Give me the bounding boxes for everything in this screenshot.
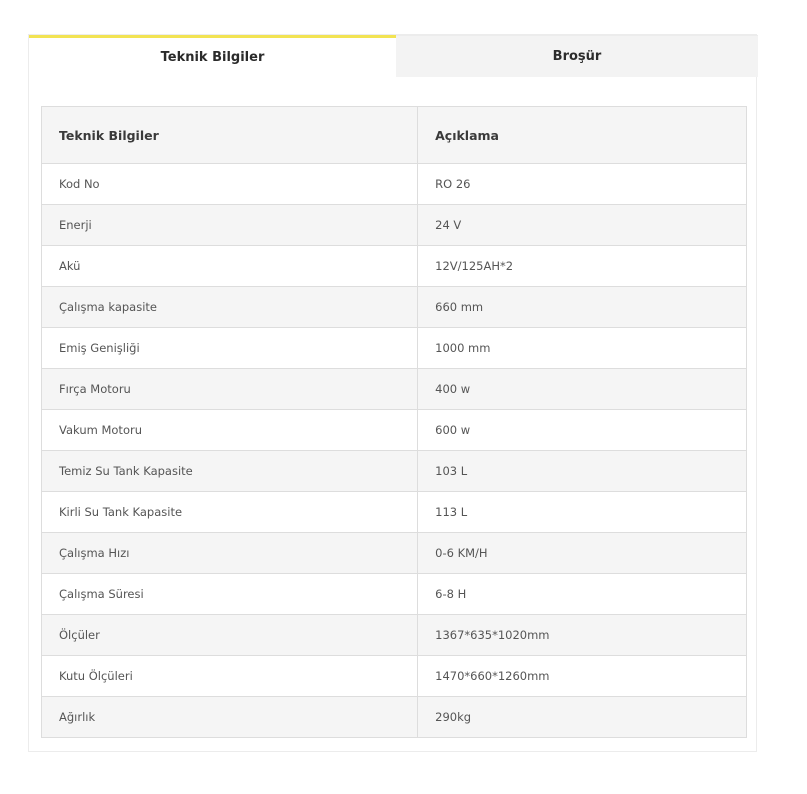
spec-label: Çalışma kapasite [42, 287, 418, 328]
spec-value: 24 V [418, 205, 747, 246]
spec-label: Kirli Su Tank Kapasite [42, 492, 418, 533]
spec-label: Akü [42, 246, 418, 287]
spec-value: 113 L [418, 492, 747, 533]
spec-label: Ölçüler [42, 615, 418, 656]
table-row [42, 164, 747, 205]
spec-value: 290kg [418, 697, 747, 738]
table-row [42, 533, 747, 574]
spec-value: RO 26 [418, 164, 747, 205]
spec-value: 0-6 KM/H [418, 533, 747, 574]
tab-brosur[interactable]: Broşür [396, 35, 758, 77]
spec-label: Fırça Motoru [42, 369, 418, 410]
table-row [42, 328, 747, 369]
table-row [42, 697, 747, 738]
spec-value: 12V/125AH*2 [418, 246, 747, 287]
table-row [42, 287, 747, 328]
column-header-spec: Teknik Bilgiler [42, 107, 418, 164]
tab-teknik-bilgiler[interactable]: Teknik Bilgiler [29, 35, 396, 77]
spec-label: Temiz Su Tank Kapasite [42, 451, 418, 492]
table-row [42, 615, 747, 656]
table-row [42, 410, 747, 451]
table-header-row [42, 107, 747, 164]
spec-label: Çalışma Süresi [42, 574, 418, 615]
spec-value: 400 w [418, 369, 747, 410]
spec-label: Çalışma Hızı [42, 533, 418, 574]
tab-bar [29, 35, 758, 77]
spec-label: Enerji [42, 205, 418, 246]
spec-value: 103 L [418, 451, 747, 492]
product-details-panel [28, 34, 757, 752]
table-row [42, 574, 747, 615]
table-row [42, 246, 747, 287]
spec-value: 1000 mm [418, 328, 747, 369]
table-row [42, 205, 747, 246]
spec-label: Emiş Genişliği [42, 328, 418, 369]
spec-label: Vakum Motoru [42, 410, 418, 451]
spec-value: 6-8 H [418, 574, 747, 615]
spec-label: Kutu Ölçüleri [42, 656, 418, 697]
table-row [42, 492, 747, 533]
spec-value: 660 mm [418, 287, 747, 328]
column-header-description: Açıklama [418, 107, 747, 164]
spec-value: 1367*635*1020mm [418, 615, 747, 656]
spec-table [41, 106, 747, 738]
spec-label: Ağırlık [42, 697, 418, 738]
table-row [42, 656, 747, 697]
spec-value: 1470*660*1260mm [418, 656, 747, 697]
table-row [42, 369, 747, 410]
table-row [42, 451, 747, 492]
spec-value: 600 w [418, 410, 747, 451]
spec-label: Kod No [42, 164, 418, 205]
